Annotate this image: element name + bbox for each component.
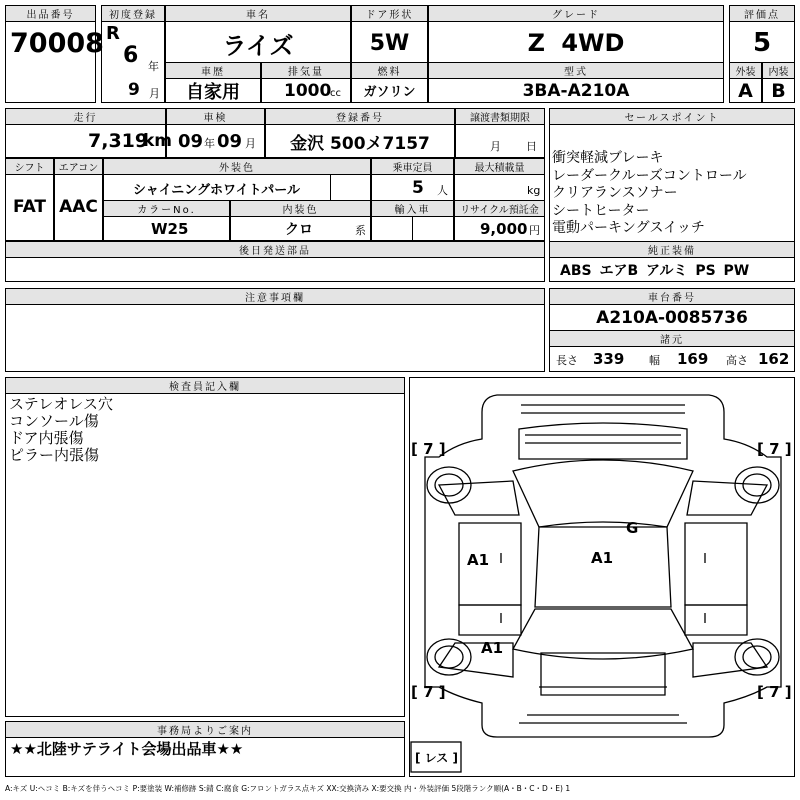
inspection-year-unit: 年 xyxy=(204,137,215,150)
year-unit: 年 xyxy=(148,60,159,73)
mileage-value: 7,319 xyxy=(88,130,149,152)
later-parts-label: 後日発送部品 xyxy=(5,241,545,258)
import-divider xyxy=(412,216,413,241)
damage-mark-a1-center: A1 xyxy=(591,549,614,567)
first-reg-label: 初度登録 xyxy=(101,5,165,22)
left-front-fender xyxy=(439,481,519,515)
car-damage-diagram xyxy=(409,377,795,777)
recycle-label: リサイクル預託金 xyxy=(454,200,545,217)
notes-box xyxy=(5,304,545,372)
tire-bl-mark: [ 7 ] xyxy=(411,683,446,701)
sales-point-item: 衝突軽減ブレーキ xyxy=(552,150,664,166)
width-label: 幅 xyxy=(649,354,660,367)
fuel-label: 燃料 xyxy=(351,62,428,79)
dims-label: 諸元 xyxy=(549,330,795,347)
exterior-label: 外装 xyxy=(729,62,762,79)
car-name-label: 車名 xyxy=(165,5,351,22)
tire-br-mark: [ 7 ] xyxy=(757,683,792,701)
inspector-notes-list xyxy=(9,396,113,464)
exterior-value: A xyxy=(738,79,753,102)
inspector-label: 検査員記入欄 xyxy=(5,377,405,394)
chassis-label: 車台番号 xyxy=(549,288,795,305)
mileage-label: 走行 xyxy=(5,108,166,125)
damage-mark-a1-left: A1 xyxy=(467,551,490,569)
right-front-door xyxy=(685,523,747,605)
transfer-month: 月 xyxy=(490,140,501,153)
reg-no-label: 登録番号 xyxy=(265,108,455,125)
office-note: ★★北陸サテライト会場出品車★★ xyxy=(10,739,244,758)
history-value: 自家用 xyxy=(186,81,240,102)
kg-unit: kg xyxy=(527,183,541,197)
genuine-label: 純正装備 xyxy=(549,241,795,258)
genuine-value: ABS エアB アルミ PS PW xyxy=(560,262,750,279)
transfer-label: 譲渡書類期限 xyxy=(455,108,545,125)
hood xyxy=(519,423,687,459)
shift-label: シフト xyxy=(5,158,54,175)
int-color-label: 内装色 xyxy=(230,200,371,217)
lot-label: 出品番号 xyxy=(5,5,96,22)
interior-label: 内装 xyxy=(762,62,795,79)
capacity-label: 乗車定員 xyxy=(371,158,454,175)
sales-point-item: シートヒーター xyxy=(552,202,650,219)
cc-unit: cc xyxy=(330,87,341,99)
wheel-rear-right-inner xyxy=(743,646,771,668)
yen-unit: 円 xyxy=(529,224,540,237)
aircon-value: AAC xyxy=(59,197,98,217)
first-reg-month: 9 xyxy=(128,80,140,100)
rear-bumper xyxy=(519,687,687,723)
left-rear-door xyxy=(459,605,521,635)
hood-line xyxy=(525,435,681,443)
color-no-label: カラーNo. xyxy=(103,200,230,217)
sales-points-list xyxy=(552,150,747,238)
first-reg-era: R xyxy=(106,22,120,44)
import-label: 輸入車 xyxy=(371,200,454,217)
wheel-rear-right xyxy=(735,639,779,675)
chassis-value: A210A-0085736 xyxy=(596,308,748,328)
history-label: 車歴 xyxy=(165,62,261,79)
door-value: 5W xyxy=(369,30,410,56)
grade-label: グレード xyxy=(428,5,724,22)
transfer-day: 日 xyxy=(526,140,537,153)
displacement-label: 排気量 xyxy=(261,62,351,79)
inspector-note: ステレオレス穴 xyxy=(9,395,113,413)
office-label: 事務局よりご案内 xyxy=(5,721,405,738)
length-label: 長さ xyxy=(556,354,578,367)
width-value: 169 xyxy=(677,350,709,368)
front-bumper xyxy=(521,405,685,413)
windshield xyxy=(513,460,693,527)
later-parts-box xyxy=(5,257,545,282)
car-name-value: ライズ xyxy=(222,31,294,60)
score-value: 5 xyxy=(752,28,772,58)
reg-no-value: 金沢 500メ7157 xyxy=(290,133,430,154)
fuel-value: ガソリン xyxy=(363,85,416,100)
sales-point-item: 電動パーキングスイッチ xyxy=(552,220,705,236)
model-value: 3BA-A210A xyxy=(522,80,630,101)
km-unit: km xyxy=(143,131,173,151)
height-label: 高さ xyxy=(726,354,748,367)
first-reg-year: 6 xyxy=(123,42,139,68)
inspector-note: ドア内張傷 xyxy=(9,429,84,447)
grade-value: Z 4WD xyxy=(527,29,625,57)
ext-color-divider xyxy=(330,174,331,201)
score-label: 評価点 xyxy=(729,5,795,22)
door-label: ドア形状 xyxy=(351,5,428,22)
aircon-label: エアコン xyxy=(54,158,103,175)
interior-value: B xyxy=(771,79,786,102)
month-unit: 月 xyxy=(149,87,160,100)
wheel-rear-left xyxy=(427,639,471,675)
lot-number: 70008 xyxy=(10,27,104,59)
inspection-month: 09 xyxy=(217,130,243,152)
notes-label: 注意事項欄 xyxy=(5,288,545,305)
color-no-value: W25 xyxy=(151,219,189,238)
sales-point-item: レーダークルーズコントロール xyxy=(552,167,747,184)
damage-mark-a1-rear: A1 xyxy=(481,639,504,657)
damage-mark-g: G xyxy=(626,519,639,537)
right-rear-door xyxy=(685,605,747,635)
ext-color-label: 外装色 xyxy=(103,158,371,175)
persons-unit: 人 xyxy=(437,184,448,197)
inspection-year: 09 xyxy=(178,130,204,152)
kei-unit: 系 xyxy=(355,224,366,237)
spare-tire-mark: [ レス ] xyxy=(415,751,458,765)
shift-value: FAT xyxy=(12,197,47,217)
legend-text: A:キズ U:ヘコミ B:キズを伴うヘコミ P:要塗装 W:補修跡 S:錆 C:腐食 G:フロントガラス点キズ XX:交換済み X:要交換 内・外装評価 5段階ランク順(A・B・C・D・E) 1 xyxy=(5,783,571,793)
rear-window xyxy=(513,609,693,659)
inspection-label: 車検 xyxy=(166,108,265,125)
roof xyxy=(535,527,671,607)
sales-point-item: クリアランスソナー xyxy=(552,185,678,201)
length-value: 339 xyxy=(593,350,625,368)
inspection-month-unit: 月 xyxy=(245,137,256,150)
int-color-value: クロ xyxy=(285,221,313,238)
ext-color-value: シャイニングホワイトパール xyxy=(133,182,301,198)
tire-tl-mark: [ 7 ] xyxy=(411,440,446,458)
tire-tr-mark: [ 7 ] xyxy=(757,440,792,458)
inspector-note: ピラー内張傷 xyxy=(9,446,100,464)
model-label: 型式 xyxy=(428,62,724,79)
wheel-rear-left-inner xyxy=(435,646,463,668)
height-value: 162 xyxy=(758,350,790,368)
capacity-value: 5 xyxy=(412,178,424,198)
sales-points-label: セールスポイント xyxy=(549,108,795,125)
right-rear-fender xyxy=(693,643,767,677)
displacement-value: 1000 xyxy=(284,80,332,101)
recycle-value: 9,000 xyxy=(480,219,528,238)
max-load-label: 最大積載量 xyxy=(454,158,545,175)
right-front-fender xyxy=(687,481,767,515)
inspector-note: コンソール傷 xyxy=(9,412,99,430)
